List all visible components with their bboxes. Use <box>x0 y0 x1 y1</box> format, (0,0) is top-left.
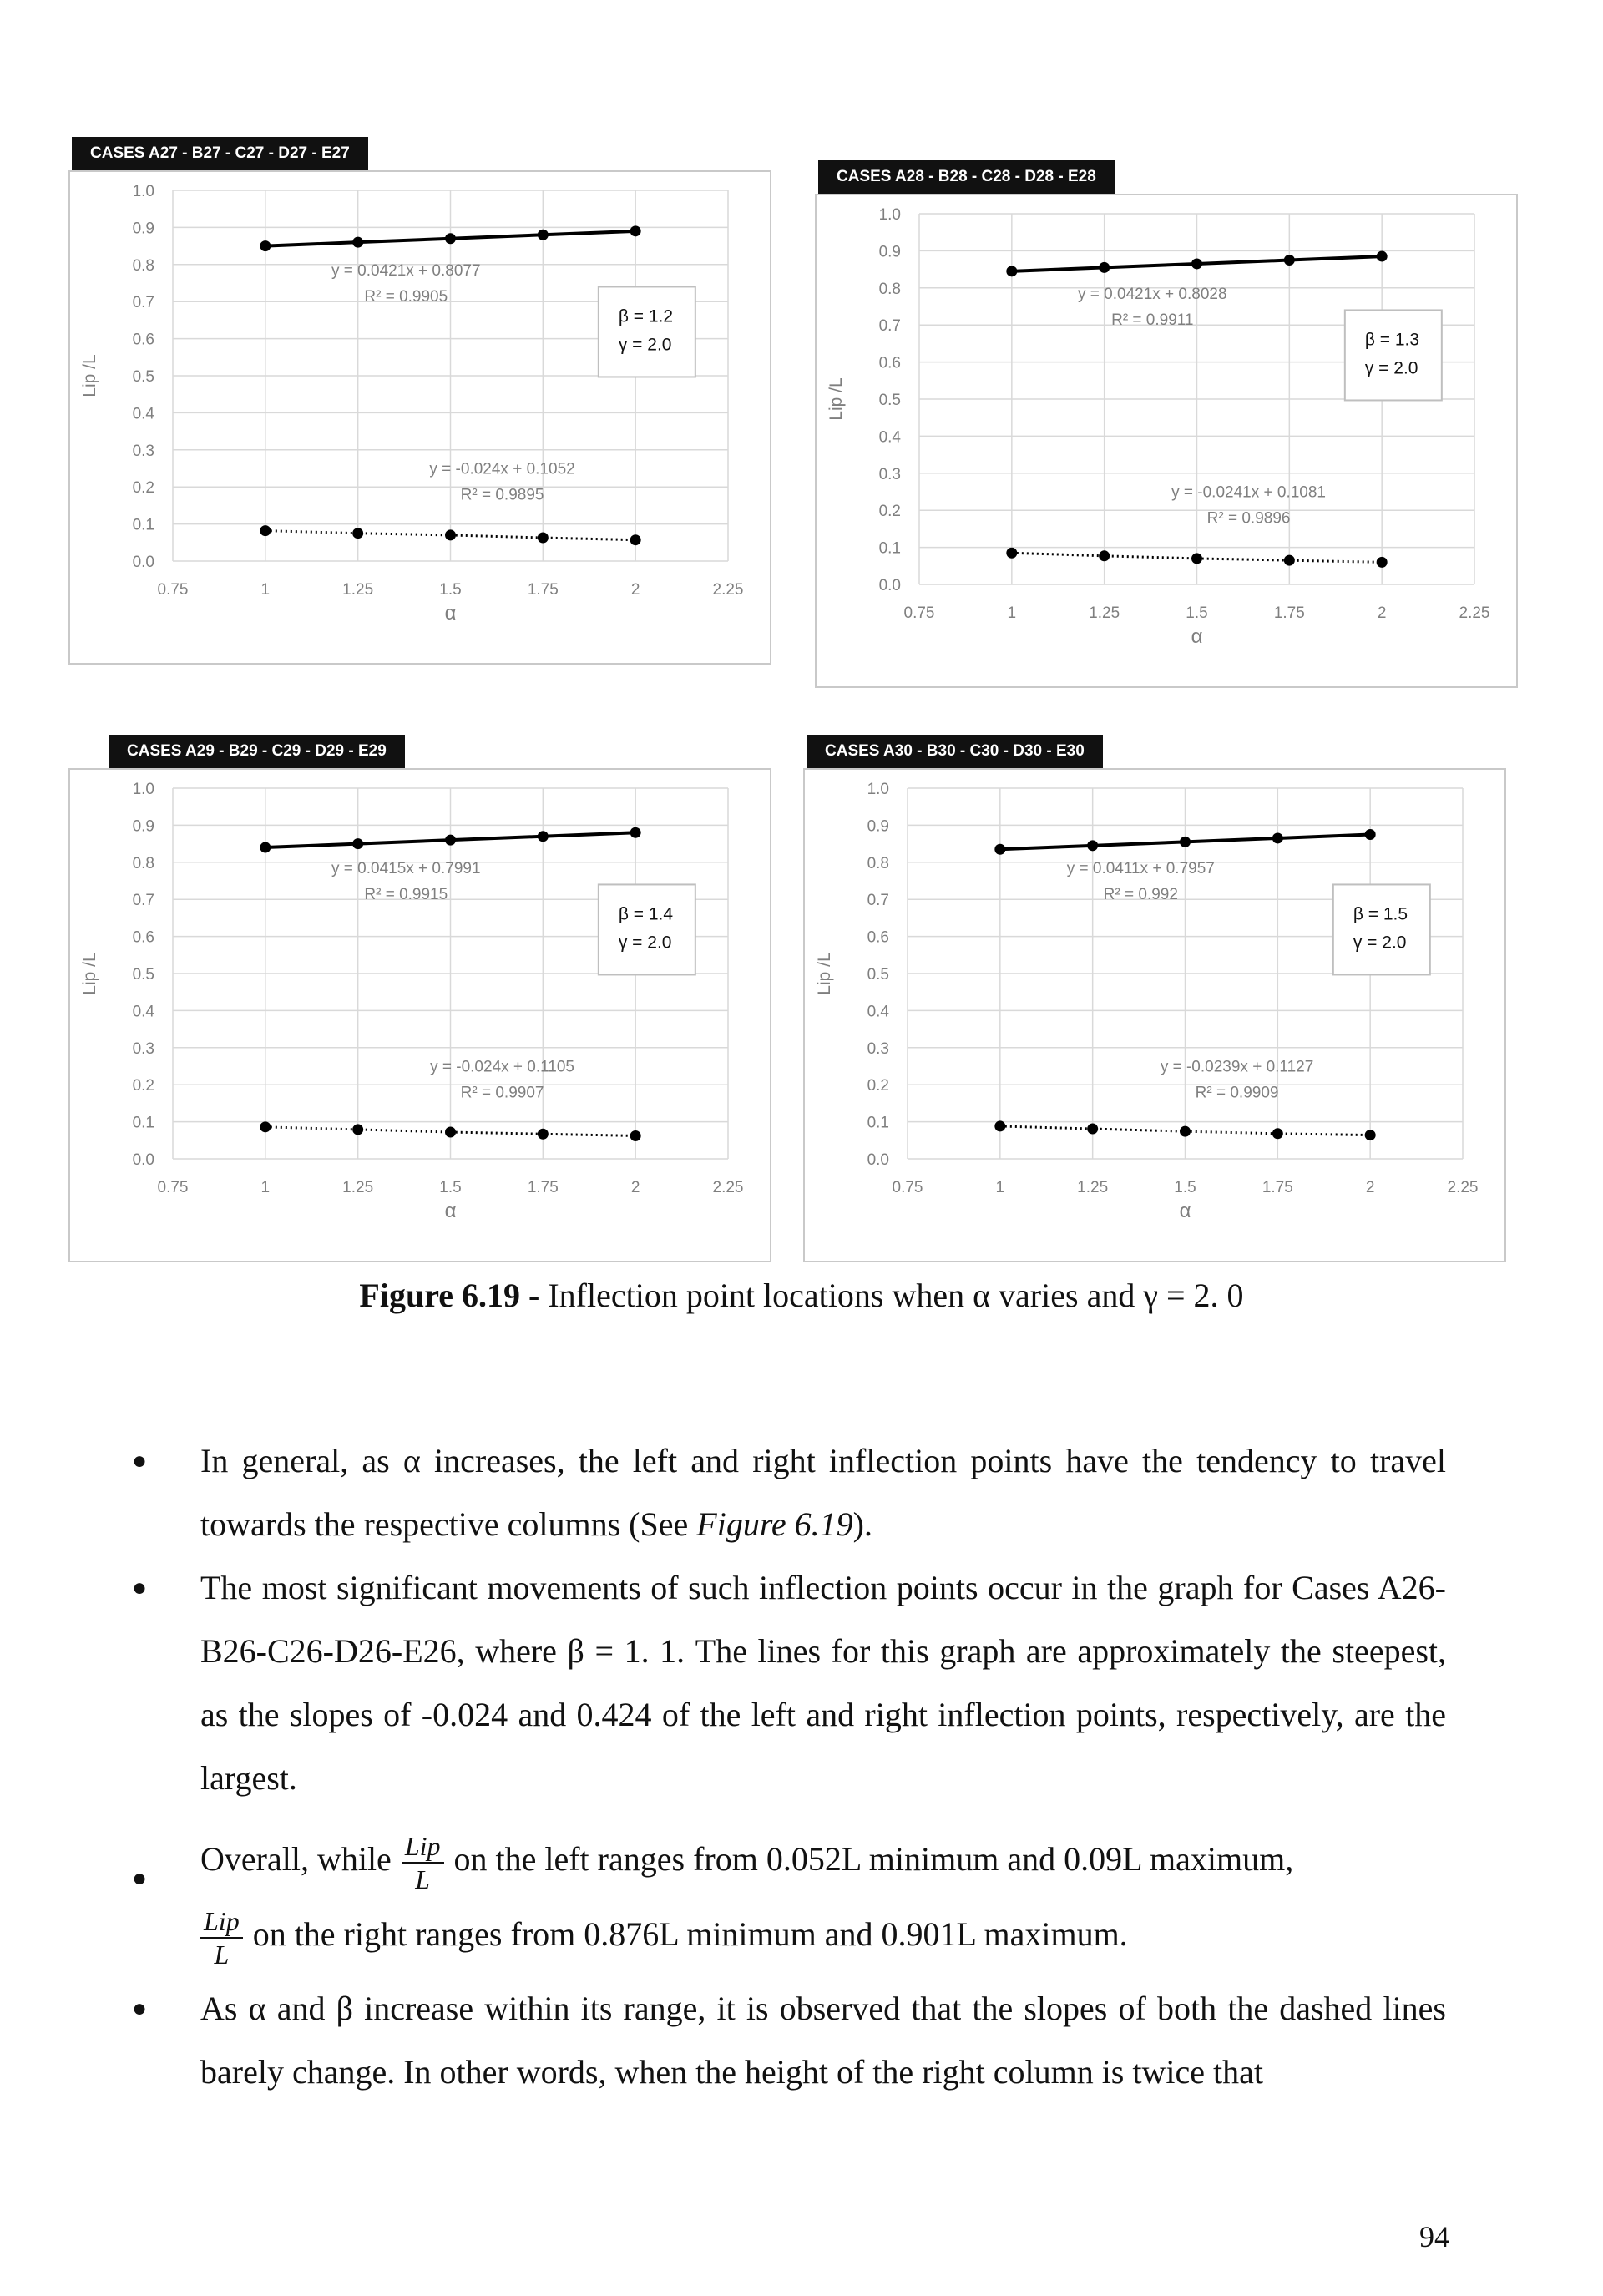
y-tick-label: 0.9 <box>867 817 889 836</box>
y-tick-label: 0.5 <box>867 966 889 984</box>
upper-trend-equation: y = 0.0411x + 0.7957 <box>1066 860 1215 878</box>
y-tick-label: 0.7 <box>132 892 154 910</box>
parameter-beta: β = 1.5 <box>1353 904 1408 924</box>
y-tick-label: 0.2 <box>132 1077 154 1095</box>
x-axis-label: α <box>444 1200 457 1222</box>
upper-trend-r2: R² = 0.9905 <box>364 288 448 306</box>
data-point <box>445 233 456 244</box>
y-tick-label: 0.6 <box>878 354 901 372</box>
x-axis-label: α <box>444 602 457 625</box>
x-tick-label: 1.25 <box>342 581 374 599</box>
fraction <box>402 1830 444 1895</box>
upper-trend-r2: R² = 0.9915 <box>364 886 448 904</box>
data-point <box>1180 837 1191 847</box>
data-point <box>538 230 549 240</box>
parameter-beta: β = 1.3 <box>1364 330 1420 350</box>
figure-reference: Figure 6.19 <box>696 1505 853 1543</box>
data-point <box>1272 1128 1283 1139</box>
bullet-item <box>132 1429 1446 1556</box>
data-point <box>352 528 363 539</box>
x-axis-label: α <box>1191 625 1203 648</box>
data-point <box>445 529 456 540</box>
data-point <box>1272 832 1283 843</box>
chart-1 <box>68 137 771 665</box>
y-tick-label: 0.4 <box>878 428 901 447</box>
data-point <box>630 827 641 838</box>
data-point <box>630 534 641 545</box>
lower-trend-equation: y = -0.024x + 0.1105 <box>430 1058 575 1076</box>
parameter-gamma: γ = 2.0 <box>618 933 672 953</box>
data-point <box>1377 557 1388 568</box>
data-point <box>1365 1130 1376 1140</box>
y-tick-label: 0.7 <box>867 892 889 910</box>
fraction-denominator: L <box>214 1939 230 1970</box>
parameter-beta: β = 1.2 <box>618 306 674 326</box>
x-tick-label: 2.25 <box>1447 1179 1479 1196</box>
fraction-numerator: Lip <box>200 1905 243 1939</box>
y-tick-label: 1.0 <box>878 206 901 224</box>
parameter-box <box>1345 310 1442 400</box>
x-axis-label: α <box>1179 1200 1191 1222</box>
parameter-box <box>599 884 695 974</box>
lower-trend-r2: R² = 0.9907 <box>460 1084 544 1102</box>
parameter-box <box>599 286 695 377</box>
y-tick-label: 0.2 <box>132 479 154 498</box>
lower-trend-r2: R² = 0.9896 <box>1206 509 1291 528</box>
x-tick-label: 1.5 <box>1174 1179 1196 1196</box>
data-point <box>1099 550 1110 561</box>
y-tick-label: 0.3 <box>132 442 154 460</box>
y-tick-label: 0.4 <box>132 1003 154 1021</box>
data-point <box>1191 258 1202 269</box>
bullet-text-end: on the right ranges from 0.876L minimum and 0.901L maximum. <box>252 1915 1128 1953</box>
fraction <box>200 1905 243 1970</box>
bullet-text: Overall, while <box>200 1840 392 1878</box>
y-tick-label: 0.6 <box>867 928 889 947</box>
y-axis-label: Lip /L <box>827 377 846 421</box>
bullet-text: The most significant movements of such inflection points occur in the graph for Cases A26-B26-C26-D26-E26, where β = 1. 1. The lines for this graph are approximately the steepest, as the slopes of -0.024 and 0.424 of the left and right inflection points, respectively, are the largest. <box>200 1569 1446 1797</box>
data-point <box>260 842 271 853</box>
data-point <box>1365 829 1376 840</box>
data-point <box>1284 255 1295 266</box>
x-tick-label: 0.75 <box>157 1179 189 1196</box>
data-point <box>260 240 271 251</box>
bullet-list <box>132 1429 1446 2104</box>
data-point <box>630 1130 641 1141</box>
y-tick-label: 0.0 <box>867 1151 889 1169</box>
chart-title-1: CASES A27 - B27 - C27 - D27 - E27 <box>72 137 368 170</box>
data-point <box>1191 553 1202 564</box>
caption-text: Inflection point locations when α varies and γ = 2. 0 <box>539 1277 1244 1314</box>
x-tick-label: 2 <box>1377 604 1387 622</box>
y-tick-label: 0.0 <box>132 1151 154 1169</box>
data-point <box>1087 840 1098 851</box>
y-tick-label: 0.8 <box>867 854 889 872</box>
y-axis-label: Lip /L <box>815 952 834 995</box>
bullet-text-end: ). <box>852 1505 872 1543</box>
bullet-item <box>132 1822 1446 1972</box>
lower-trend-equation: y = -0.024x + 0.1052 <box>429 460 575 478</box>
y-tick-label: 0.1 <box>132 1114 154 1132</box>
x-tick-label: 0.75 <box>892 1179 923 1196</box>
upper-trend-equation: y = 0.0415x + 0.7991 <box>331 860 481 878</box>
data-point <box>352 237 363 248</box>
caption-label: Figure 6.19 - <box>359 1277 540 1314</box>
x-tick-label: 1.5 <box>439 581 462 599</box>
bullet-text: As α and β increase within its range, it is observed that the slopes of both the dashed lines barely change. In other words, when the height of the right column is twice that <box>200 1990 1446 2091</box>
y-tick-label: 0.1 <box>132 516 154 534</box>
x-tick-label: 2.25 <box>712 1179 744 1196</box>
x-tick-label: 1.25 <box>342 1179 374 1196</box>
y-tick-label: 0.6 <box>132 331 154 349</box>
parameter-gamma: γ = 2.0 <box>1364 358 1418 378</box>
figure-caption <box>0 1276 1603 1315</box>
y-tick-label: 0.4 <box>132 405 154 423</box>
x-tick-label: 2.25 <box>712 581 744 599</box>
fraction-numerator: Lip <box>402 1830 444 1864</box>
data-point <box>1284 555 1295 566</box>
data-point <box>538 1129 549 1140</box>
data-point <box>1006 548 1017 559</box>
fraction-denominator: L <box>415 1864 431 1894</box>
x-tick-label: 0.75 <box>157 581 189 599</box>
x-tick-label: 2.25 <box>1459 604 1490 622</box>
x-tick-label: 1.25 <box>1089 604 1120 622</box>
data-point <box>1006 266 1017 276</box>
y-tick-label: 0.5 <box>878 392 901 409</box>
chart-2 <box>815 160 1518 688</box>
y-tick-label: 0.1 <box>878 539 901 558</box>
data-point <box>538 831 549 842</box>
data-point <box>1087 1124 1098 1135</box>
x-tick-label: 1.75 <box>527 1179 559 1196</box>
upper-trend-equation: y = 0.0421x + 0.8077 <box>331 262 481 281</box>
y-tick-label: 0.9 <box>132 220 154 238</box>
chart-title-3: CASES A29 - B29 - C29 - D29 - E29 <box>109 735 405 768</box>
x-tick-label: 1.75 <box>1273 604 1305 622</box>
bullet-item <box>132 1556 1446 1810</box>
y-tick-label: 0.8 <box>132 256 154 275</box>
data-point <box>1099 262 1110 273</box>
x-tick-label: 1.75 <box>527 581 559 599</box>
data-point <box>994 844 1005 855</box>
data-point <box>630 225 641 236</box>
x-tick-label: 1.25 <box>1077 1179 1109 1196</box>
data-point <box>538 533 549 544</box>
y-tick-label: 0.9 <box>132 817 154 836</box>
y-tick-label: 0.5 <box>132 368 154 386</box>
x-tick-label: 0.75 <box>903 604 935 622</box>
y-tick-label: 0.0 <box>132 554 154 571</box>
upper-trend-r2: R² = 0.992 <box>1103 886 1178 904</box>
y-tick-label: 0.4 <box>867 1003 889 1021</box>
y-tick-label: 0.1 <box>867 1114 889 1132</box>
bullet-text: In general, as α increases, the left and right inflection points have the tendency to travel towards the respective columns (See <box>200 1442 1446 1543</box>
y-tick-label: 0.3 <box>867 1039 889 1058</box>
y-axis-label: Lip /L <box>80 952 99 995</box>
bullet-dot: ● <box>132 1574 148 1601</box>
y-tick-label: 0.9 <box>878 243 901 261</box>
x-tick-label: 2 <box>630 581 640 599</box>
chart-3 <box>68 735 771 1262</box>
y-tick-label: 0.8 <box>132 854 154 872</box>
chart-title-4: CASES A30 - B30 - C30 - D30 - E30 <box>807 735 1103 768</box>
y-tick-label: 0.5 <box>132 966 154 984</box>
bullet-text-mid: on the left ranges from 0.052L minimum and 0.09L maximum, <box>453 1840 1294 1878</box>
y-tick-label: 0.7 <box>132 294 154 312</box>
y-tick-label: 0.7 <box>878 317 901 336</box>
y-axis-label: Lip /L <box>80 354 99 397</box>
y-tick-label: 0.6 <box>132 928 154 947</box>
data-point <box>994 1120 1005 1131</box>
data-point <box>1377 251 1388 262</box>
data-point <box>352 838 363 849</box>
lower-trend-r2: R² = 0.9909 <box>1195 1084 1279 1102</box>
chart-title-2: CASES A28 - B28 - C28 - D28 - E28 <box>818 160 1115 194</box>
upper-trend-equation: y = 0.0421x + 0.8028 <box>1078 286 1227 304</box>
bullet-dot: ● <box>132 1995 148 2022</box>
x-tick-label: 1 <box>1007 604 1017 622</box>
data-point <box>352 1124 363 1135</box>
page-number: 94 <box>1419 2220 1449 2253</box>
y-tick-label: 0.8 <box>878 280 901 298</box>
y-tick-label: 1.0 <box>867 781 889 798</box>
y-tick-label: 0.2 <box>867 1077 889 1095</box>
parameter-beta: β = 1.4 <box>618 904 674 924</box>
y-tick-label: 1.0 <box>132 183 154 200</box>
bullet-dot: ● <box>132 1447 148 1474</box>
y-tick-label: 0.3 <box>878 465 901 483</box>
x-tick-label: 1.5 <box>1186 604 1208 622</box>
x-tick-label: 1 <box>995 1179 1005 1196</box>
upper-trend-r2: R² = 0.9911 <box>1111 311 1194 330</box>
data-point <box>445 835 456 846</box>
x-tick-label: 1 <box>260 581 271 599</box>
x-tick-label: 1 <box>260 1179 271 1196</box>
lower-trend-equation: y = -0.0241x + 0.1081 <box>1171 483 1327 502</box>
lower-trend-r2: R² = 0.9895 <box>460 486 544 504</box>
y-tick-label: 0.3 <box>132 1039 154 1058</box>
x-tick-label: 1.5 <box>439 1179 462 1196</box>
y-tick-label: 0.0 <box>878 577 901 594</box>
lower-trend-equation: y = -0.0239x + 0.1127 <box>1160 1058 1314 1076</box>
data-point <box>445 1127 456 1138</box>
y-tick-label: 0.2 <box>878 503 901 521</box>
y-tick-label: 1.0 <box>132 781 154 798</box>
x-tick-label: 1.75 <box>1262 1179 1293 1196</box>
parameter-gamma: γ = 2.0 <box>618 335 672 355</box>
x-tick-label: 2 <box>1365 1179 1375 1196</box>
bullet-item <box>132 1977 1446 2104</box>
chart-4 <box>803 735 1506 1262</box>
parameter-box <box>1333 884 1430 974</box>
parameter-gamma: γ = 2.0 <box>1353 933 1407 953</box>
data-point <box>260 1121 271 1132</box>
data-point <box>260 525 271 536</box>
data-point <box>1180 1126 1191 1137</box>
x-tick-label: 2 <box>630 1179 640 1196</box>
bullet-dot: ● <box>132 1864 148 1892</box>
